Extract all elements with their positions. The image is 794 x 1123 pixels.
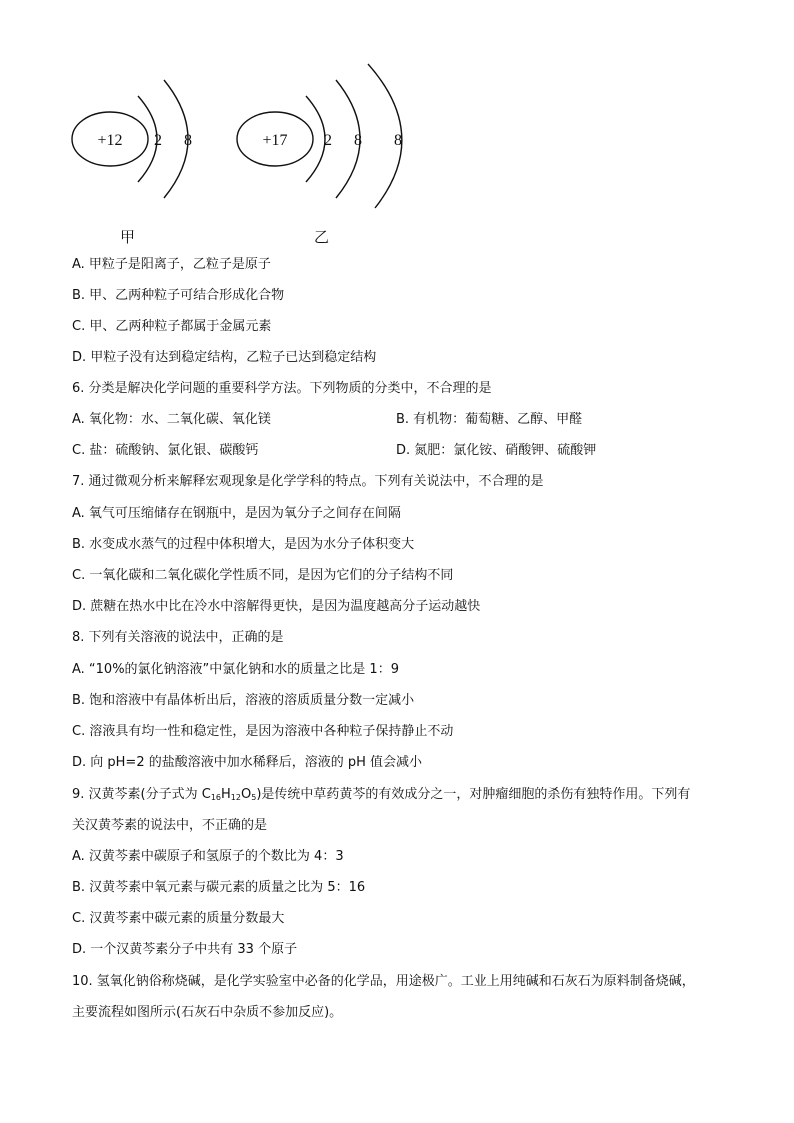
q9-stem-post: )是传统中草药黄芩的有效成分之一，对肿瘤细胞的杀伤有独特作用。下列有 (256, 787, 691, 802)
q9-hydrogen-symbol: H (221, 787, 231, 802)
yi-shell-2-electrons: 8 (354, 132, 362, 149)
q6-option-b: B. 有机物：葡萄糖、乙醇、甲醛 (396, 412, 583, 427)
q7-option-a: A. 氧气可压缩储存在钢瓶中，是因为氧分子之间存在间隔 (72, 506, 401, 521)
q7-stem: 7. 通过微观分析来解释宏观现象是化学学科的特点。下列有关说法中，不合理的是 (72, 474, 544, 489)
q10-stem-line2: 主要流程如图所示(石灰石中杂质不参加反应)。 (72, 1005, 343, 1020)
q8-option-d: D. 向 pH=2 的盐酸溶液中加水稀释后，溶液的 pH 值会减小 (72, 755, 423, 770)
q7-option-c: C. 一氧化碳和二氧化碳化学性质不同，是因为它们的分子结构不同 (72, 568, 454, 583)
q6-option-c: C. 盐：硫酸钠、氯化银、碳酸钙 (72, 443, 259, 458)
q6-option-d: D. 氮肥：氯化铵、硝酸钾、硫酸钾 (396, 443, 597, 458)
yi-label: 乙 (314, 228, 330, 246)
q9-option-c: C. 汉黄芩素中碳元素的质量分数最大 (72, 911, 285, 926)
q9-option-d: D. 一个汉黄芩素分子中共有 33 个原子 (72, 942, 298, 957)
q6-stem: 6. 分类是解决化学问题的重要科学方法。下列物质的分类中，不合理的是 (72, 381, 492, 396)
jia-label: 甲 (120, 228, 136, 246)
q7-option-b: B. 水变成水蒸气的过程中体积增大，是因为水分子体积变大 (72, 537, 415, 552)
q8-option-a: A. “10%的氯化钠溶液”中氯化钠和水的质量之比是 1：9 (72, 662, 399, 677)
q5-option-b: B. 甲、乙两种粒子可结合形成化合物 (72, 288, 285, 303)
q9-carbon-count: 16 (210, 793, 222, 802)
jia-nucleus-charge: +12 (97, 132, 123, 149)
q9-stem-line2: 关汉黄芩素的说法中，不正确的是 (72, 818, 268, 833)
jia-shell-2-electrons: 8 (184, 132, 192, 149)
q7-option-d: D. 蔗糖在热水中比在冷水中溶解得更快，是因为温度越高分子运动越快 (72, 599, 481, 614)
q5-option-a: A. 甲粒子是阳离子，乙粒子是原子 (72, 257, 271, 272)
q5-option-c: C. 甲、乙两种粒子都属于金属元素 (72, 319, 272, 334)
q9-option-a: A. 汉黄芩素中碳原子和氢原子的个数比为 4：3 (72, 849, 344, 864)
q8-option-b: B. 饱和溶液中有晶体析出后，溶液的溶质质量分数一定减小 (72, 693, 415, 708)
yi-shell-1-arc (306, 96, 325, 182)
yi-nucleus-charge: +17 (262, 132, 288, 149)
atomic-structure-diagram (0, 0, 794, 250)
q9-oxygen-symbol: O (240, 787, 252, 802)
yi-shell-1-electrons: 2 (324, 132, 332, 149)
q9-stem-pre: 9. 汉黄芩素(分子式为 C (72, 787, 211, 802)
q9-option-b: B. 汉黄芩素中氧元素与碳元素的质量之比为 5：16 (72, 880, 366, 895)
q8-option-c: C. 溶液具有均一性和稳定性，是因为溶液中各种粒子保持静止不动 (72, 724, 454, 739)
jia-shell-1-electrons: 2 (154, 132, 162, 149)
q9-oxygen-count: 5 (251, 793, 257, 802)
q10-stem: 10. 氢氧化钠俗称烧碱，是化学实验室中必备的化学品，用途极广。工业上用纯碱和石灰石为原料制备烧碱， (72, 974, 695, 989)
q8-stem: 8. 下列有关溶液的说法中，正确的是 (72, 630, 284, 645)
q9-stem (72, 786, 690, 804)
q9-hydrogen-count: 12 (230, 793, 241, 802)
q6-option-a: A. 氧化物：水、二氧化碳、氧化镁 (72, 412, 271, 427)
q5-option-d: D. 甲粒子没有达到稳定结构，乙粒子已达到稳定结构 (72, 350, 377, 365)
yi-shell-3-electrons: 8 (394, 132, 402, 149)
